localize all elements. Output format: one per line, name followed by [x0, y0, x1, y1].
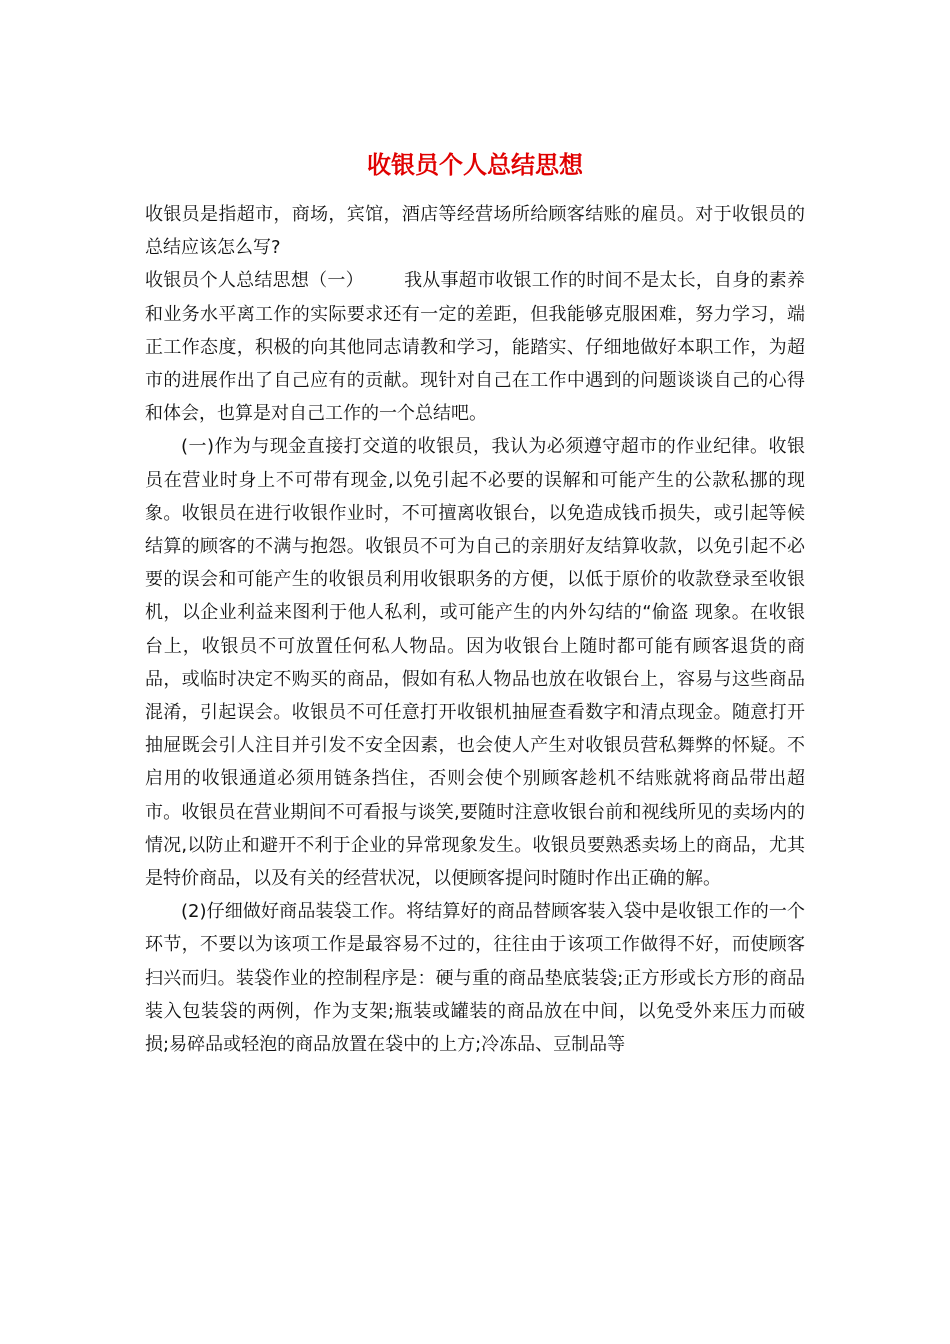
document-body	[145, 198, 805, 1061]
paragraph-1: (一)作为与现金直接打交道的收银员，我认为必须遵守超市的作业纪律。收银员在营业时身上不可带有现金,以免引起不必要的误解和可能产生的公款私挪的现象。收银员在进行收银作业时，不可擅离收银台，以免造成钱币损失，或引起等候结算的顾客的不满与抱怨。收银员不可为自己的亲朋好友结算收款，以免引起不必要的误会和可能产生的收银员利用收银职务的方便，以低于原价的收款登录至收银机，以企业利益来图利于他人私利，或可能产生的内外勾结的“偷盗 现象。在收银台上，收银员不可放置任何私人物品。因为收银台上随时都可能有顾客退货的商品，或临时决定不购买的商品，假如有私人物品也放在收银台上，容易与这些商品混淆，引起误会。收银员不可任意打开收银机抽屉查看数字和清点现金。随意打开抽屉既会引人注目并引发不安全因素，也会使人产生对收银员营私舞弊的怀疑。不启用的收银通道必须用链条挡住，否则会使个别顾客趁机不结账就将商品带出超市。收银员在营业期间不可看报与谈笑,要随时注意收银台前和视线所见的卖场内的情况,以防止和避开不利于企业的异常现象发生。收银员要熟悉卖场上的商品，尤其是特价商品，以及有关的经营状况，以便顾客提问时随时作出正确的解。	[145, 436, 805, 890]
paragraph-2: (2)仔细做好商品装袋工作。将结算好的商品替顾客装入袋中是收银工作的一个环节，不要以为该项工作是最容易不过的，往往由于该项工作做得不好，而使顾客扫兴而归。装袋作业的控制程序是：硬与重的商品垫底装袋;正方形或长方形的商品装入包装袋的两例，作为支架;瓶装或罐装的商品放在中间，以免受外来压力而破损;易碎品或轻泡的商品放置在袋中的上方;冷冻品、豆制品等	[145, 901, 805, 1056]
document-title: 收银员个人总结思想	[367, 150, 583, 179]
section-opening: 我从事超市收银工作的时间不是太长，自身的素养和业务水平离工作的实际要求还有一定的差距，但我能够克服困难，努力学习，端正工作态度，积极的向其他同志请教和学习，能踏实、仔细地做好本职工作，为超市的进展作出了自己应有的贡献。现针对自己在工作中遇到的问题谈谈自己的心得和体会，也算是对自己工作的一个总结吧。	[145, 270, 806, 425]
section-heading: 收银员个人总结思想（一）	[145, 270, 364, 292]
intro-paragraph: 收银员是指超市，商场，宾馆，酒店等经营场所给顾客结账的雇员。对于收银员的总结应该怎么写?	[145, 204, 805, 259]
section-paragraph	[145, 264, 805, 430]
